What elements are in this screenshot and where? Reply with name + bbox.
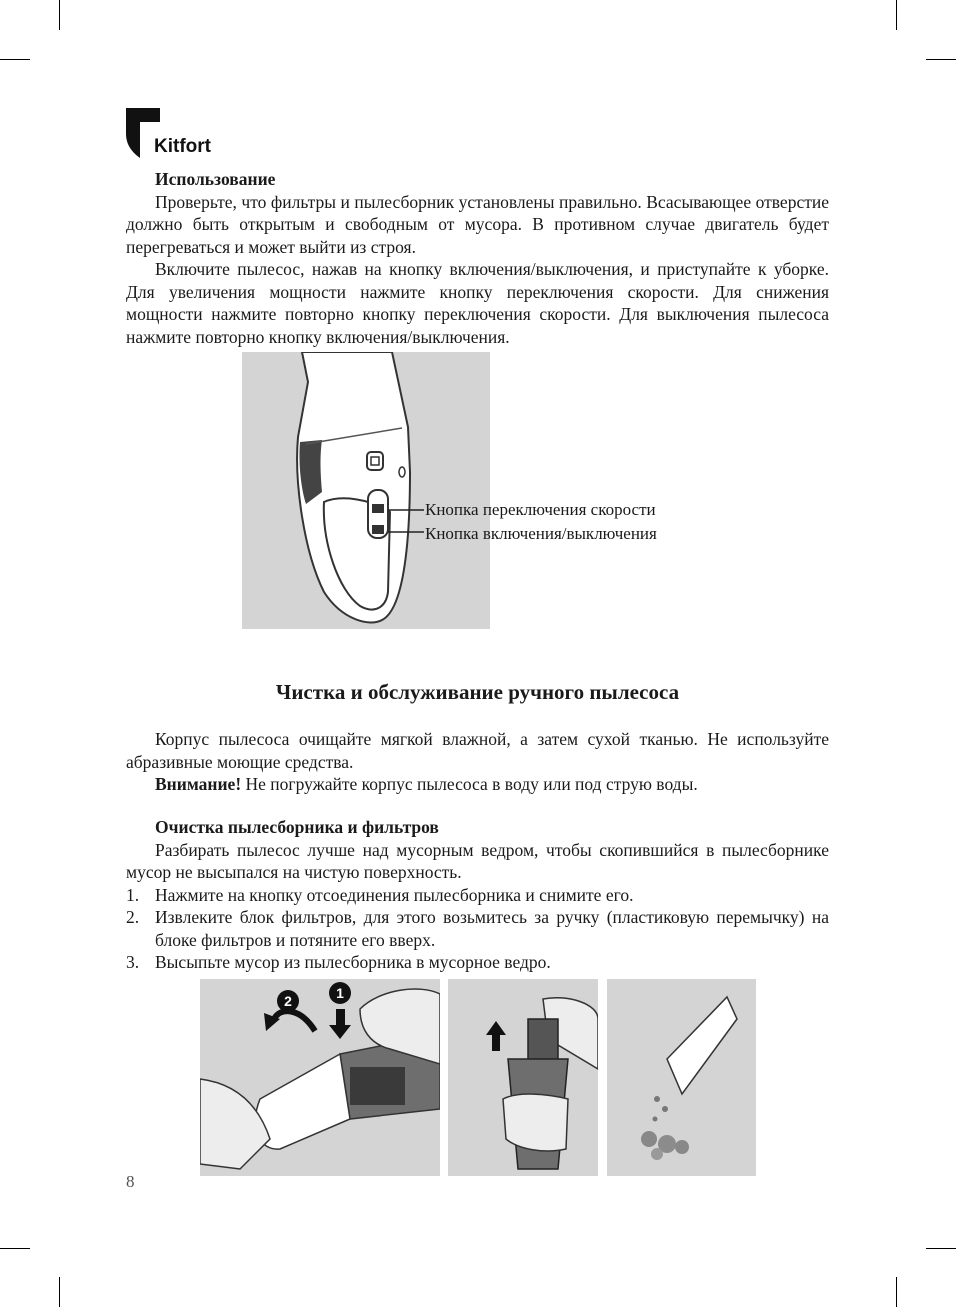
step-number: 2.: [126, 907, 140, 927]
brand-name: Kitfort: [154, 136, 211, 157]
speed-button-label: Кнопка переключения скорости: [425, 500, 656, 519]
crop-mark: [896, 1277, 897, 1307]
usage-section: [126, 168, 829, 348]
step-number: 1.: [126, 884, 140, 905]
crop-mark: [59, 1277, 60, 1307]
empty-dustbin-figure: [607, 979, 756, 1176]
step-marker-2-label: 2: [284, 993, 292, 1009]
detach-dustbin-figure: [200, 979, 440, 1176]
cleaning-paragraph: Корпус пылесоса очищайте мягкой влажной, а затем сухой тканью. Не используйте абразивные моющие средства.: [126, 729, 829, 772]
crop-mark: [926, 1248, 956, 1249]
warning-text: Не погружайте корпус пылесоса в воду или под струю воды.: [241, 774, 698, 794]
step-number: 3.: [126, 952, 140, 972]
cleaning-section: [126, 728, 829, 796]
step-text: Высыпьте мусор из пылесборника в мусорное ведро.: [155, 952, 551, 972]
dustbin-steps-list: [126, 884, 829, 974]
list-item: [126, 951, 829, 974]
list-item: [126, 906, 829, 951]
empty-illustration: [607, 979, 756, 1176]
remove-filter-figure: [448, 979, 598, 1176]
vacuum-controls-figure: [242, 352, 490, 629]
power-button-label: Кнопка включения/выключения: [425, 524, 657, 543]
step-text: Нажмите на кнопку отсоединения пылесборника и снимите его.: [155, 884, 634, 905]
dustbin-intro: Разбирать пылесос лучше над мусорным ведром, чтобы скопившийся в пылесборнике мусор не высыпался на чистую поверхность.: [126, 839, 829, 882]
page-number: 8: [126, 1172, 135, 1191]
warning-label: Внимание!: [155, 774, 242, 794]
warning-paragraph: [126, 773, 829, 796]
vacuum-illustration: [242, 352, 490, 629]
step-marker-1-label: 1: [336, 985, 344, 1001]
step-text: Извлеките блок фильтров, для этого возьмитесь за ручку (пластиковую перемычку) на блоке фильтров и потяните его вверх.: [155, 907, 829, 950]
list-item: [126, 884, 829, 907]
crop-mark: [59, 0, 60, 30]
usage-paragraph-1: Проверьте, что фильтры и пылесборник установлены правильно. Всасывающее отверстие должно быть открытым и свободным от мусора. В противном случае двигатель будет перегреваться и может выйти из строя.: [126, 191, 829, 257]
usage-paragraph-2: Включите пылесос, нажав на кнопку включения/выключения, и приступайте к уборке. Для увеличения мощности нажмите кнопку переключения скорости. Для снижения мощности нажмите повторно кнопку переключения скорости. Для выключения пылесоса нажмите повторно кнопку включения/выключения.: [126, 259, 829, 347]
crop-mark: [0, 59, 30, 60]
crop-mark: [926, 59, 956, 60]
dustbin-heading: Очистка пылесборника и фильтров: [155, 817, 439, 837]
usage-heading: Использование: [155, 169, 276, 189]
cleaning-section-title: Чистка и обслуживание ручного пылесоса: [275, 680, 680, 704]
detach-illustration: [200, 979, 440, 1176]
crop-mark: [0, 1248, 30, 1249]
crop-mark: [896, 0, 897, 30]
filter-illustration: [448, 979, 598, 1176]
dustbin-section: [126, 816, 829, 974]
